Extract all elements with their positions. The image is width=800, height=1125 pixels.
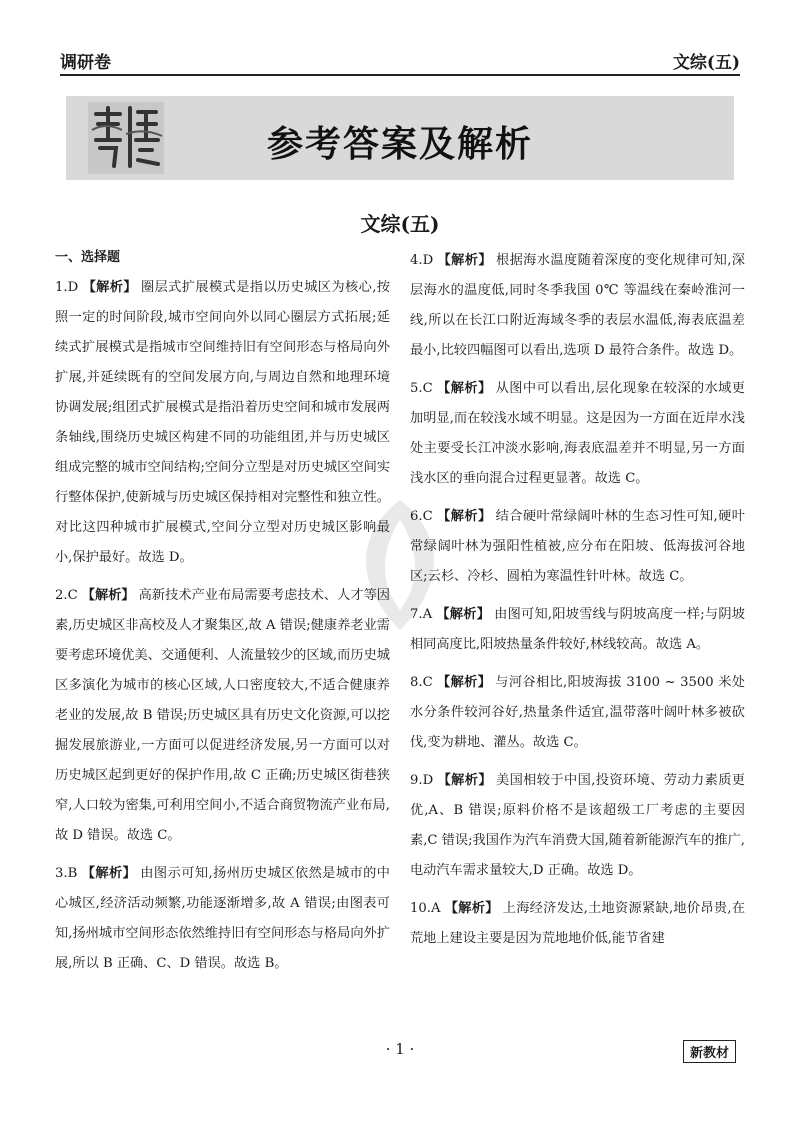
analysis-tag: 【解析】: [437, 773, 492, 788]
answer-text: 由图示可知,扬州历史城区依然是城市的中心城区,经济活动频繁,功能逐渐增多,故 A 错误;由图表可知,扬州城市空间形态依然维持旧有空间形态与格局向外扩展,所以 B 正确、C、D 错误。故选 B。: [55, 866, 390, 971]
answer-text: 由图可知,阳坡雪线与阴坡高度一样;与阴坡相同高度比,阳坡热量条件较好,林线较高。故选 A。: [410, 607, 745, 652]
title-banner: [66, 96, 734, 180]
page-header: [60, 44, 740, 76]
answer-text: 高新技术产业布局需要考虑技术、人才等因素,历史城区非高校及人才聚集区,故 A 错误;健康养老业需要考虑环境优美、交通便利、人流量较少的区域,而历史城区多演化为城市的核心区域,人口密度较大,不适合健康养老业的发展,故 B 错误;历史城区具有历史文化资源,可以挖掘发展旅游业,一方面可以促进经济发展,另一方面可以对历史城区起到更好的保护作用,故 C 正确;历史城区街巷狭窄,人口较为密集,可利用空间小,不适合商贸物流产业布局,故 D 错误。故选 C。: [55, 588, 390, 843]
answer-item: [410, 374, 745, 494]
answer-number: 9.D: [410, 773, 434, 788]
answer-number: 10.A: [410, 901, 441, 916]
answer-item: [55, 581, 390, 851]
answer-number: 8.C: [410, 675, 433, 690]
analysis-tag: 【解析】: [81, 588, 135, 603]
answer-number: 7.A: [410, 607, 433, 622]
document-title: 文综(五): [360, 212, 440, 236]
answer-text: 根据海水温度随着深度的变化规律可知,深层海水的温度低,同时冬季我国 0℃ 等温线在秦岭淮河一线,所以在长江口附近海域冬季的表层水温低,海表底温差最小,比较四幅图可以看出,选项 D 最符合条件。故选 D。: [410, 253, 745, 358]
answer-item: [410, 246, 745, 366]
answer-text: 结合硬叶常绿阔叶林的生态习性可知,硬叶常绿阔叶林为强阳性植被,应分布在阳坡、低海拔河谷地区;云杉、冷杉、圆柏为寒温性针叶林。故选 C。: [410, 509, 745, 584]
edition-badge: 新教材: [683, 1040, 736, 1063]
answer-text: 美国相较于中国,投资环境、劳动力素质更优,A、B 错误;原料价格不是该超级工厂考虑的主要因素,C 错误;我国作为汽车消费大国,随着新能源汽车的推广,电动汽车需求量较大,D 正确。故选 D。: [410, 773, 745, 878]
answer-text: 圈层式扩展模式是指以历史城区为核心,按照一定的时间阶段,城市空间向外以同心圈层方式拓展;延续式扩展模式是指城市空间维持旧有空间形态与格局向外扩展,并延续既有的空间发展方向,与周边自然和地理环境协调发展;组团式扩展模式是指沿着历史空间和城市发展两条轴线,围绕历史城区构建不同的功能组团,并与历史城区组成完整的城市空间结构;空间分立型是对历史城区空间实行整体保护,使新城与历史城区保持相对完整性和独立性。对比这四种城市扩展模式,空间分立型对历史城区影响最小,保护最好。故选 D。: [55, 280, 390, 565]
answer-item: [410, 766, 745, 886]
answer-number: 5.C: [410, 381, 433, 396]
right-column: [410, 246, 745, 962]
answer-item: [410, 502, 745, 592]
analysis-tag: 【解析】: [82, 280, 137, 295]
banner-title: 参考答案及解析: [266, 123, 533, 165]
answer-text: 上海经济发达,土地资源紧缺,地价昂贵,在荒地上建设主要是因为荒地地价低,能节省建: [410, 901, 746, 946]
section-title: 一、选择题: [55, 250, 121, 265]
answer-text: 与河谷相比,阳坡海拔 3100 ~ 3500 米处水分条件较河谷好,热量条件适宜,温带落叶阔叶林多被砍伐,变为耕地、灌丛。故选 C。: [410, 675, 745, 750]
answer-item: [410, 894, 745, 954]
answer-text: 从图中可以看出,层化现象在较深的水域更加明显,而在较浅水域不明显。这是因为一方面在近岸水浅处主要受长江冲淡水影响,海表底温差并不明显,另一方面浅水区的垂向混合过程更显著。故选 C。: [410, 381, 745, 486]
answer-number: 4.D: [410, 253, 434, 268]
left-column: [55, 246, 390, 987]
answer-item: [55, 273, 390, 573]
analysis-tag: 【解析】: [437, 253, 492, 268]
analysis-tag: 【解析】: [436, 675, 492, 690]
answer-number: 1.D: [55, 280, 79, 295]
analysis-tag: 【解析】: [436, 509, 492, 524]
answer-item: [55, 859, 390, 979]
analysis-tag: 【解析】: [436, 381, 492, 396]
answer-number: 2.C: [55, 588, 78, 603]
analysis-tag: 【解析】: [81, 866, 137, 881]
analysis-tag: 【解析】: [436, 607, 491, 622]
header-right-label: 文综(五): [672, 53, 740, 73]
answer-item: [410, 600, 745, 660]
answer-number: 6.C: [410, 509, 433, 524]
page-number: · 1 ·: [385, 1040, 415, 1058]
analysis-tag: 【解析】: [444, 901, 499, 916]
answer-item: [410, 668, 745, 758]
answer-number: 3.B: [55, 866, 78, 881]
header-left-label: 调研卷: [60, 53, 111, 73]
